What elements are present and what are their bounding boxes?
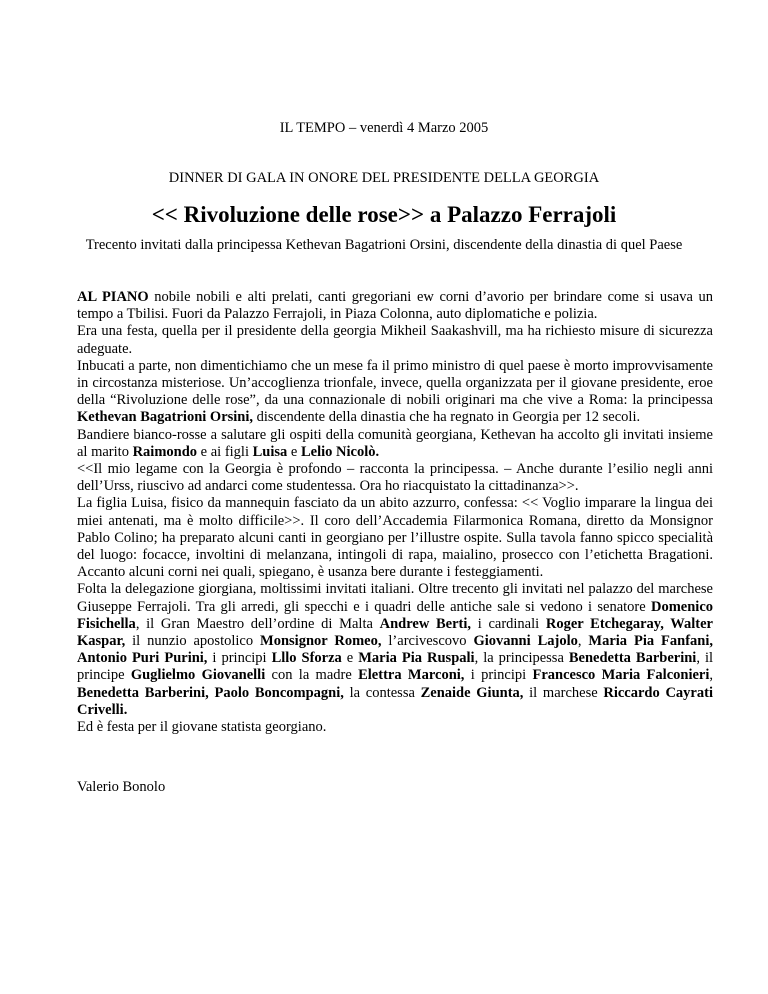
author-signature: Valerio Bonolo (77, 779, 166, 795)
person-name: Lelio Nicolò. (300, 443, 380, 460)
paragraph-8: Ed è festa per il giovane statista georgiano. (77, 719, 327, 736)
lead-in: AL PIANO (77, 289, 149, 305)
person-name: Giovanni Lajolo (473, 633, 578, 650)
person-name: Benedetta Barberini (568, 650, 697, 667)
paragraph-6: La figlia Luisa, fisico da mannequin fasciato da un abito azzurro, confessa: << Voglio imparare la lingua dei miei antenati, ma è molto difficile>>. Il coro dell’Accademia Filarmonica Romana, diretto da Monsignor Pablo Colino; ha preparato alcuni canti in georgiano per l’illustre ospite. Sulla tavola fanno spicco specialità del luogo: focacce, involtini di melanzana, intingoli di rapa, maialino, prosecco con l’etichetta Bragationi. Accanto alcuni corni nei quali, spiegano, è usanza bere durante i festeggiamenti. (77, 495, 713, 581)
paragraph-2: Era una festa, quella per il presidente della georgia Mikheil Saakashvill, ma ha richiesto misure di sicurezza adeguate. (77, 323, 713, 357)
person-name: Roger Etchegaray, Walter Kaspar, (77, 615, 713, 650)
paragraph-3: Inbucati a parte, non dimentichiamo che un mese fa il primo ministro di quel paese è morto improvvisamente in circostanza misteriose. Un’accoglienza trionfale, invece, quella organizzata per il giovane presidente, eroe della “Rivoluzione delle rose”, da una connazionale di nobili originari ma che vive a Roma: la principessa Kethevan Bagatrioni Orsini, discendente della dinastia che ha regnato in Georgia per 12 secoli. (77, 357, 713, 426)
person-name: Luisa (252, 443, 288, 460)
paragraph-7: Folta la delegazione giorgiana, moltissimi invitati italiani. Oltre trecento gli invitati nel palazzo del marchese Giuseppe Ferrajoli. Tra gli arredi, gli specchi e i quadri delle antiche sale si vedono i senatore Domenico Fisichella, il Gran Maestro dell’ordine di Malta Andrew Berti, i cardinali Roger Etchegaray, Walter Kaspar, il nunzio apostolico Monsignor Romeo, l’arcivescovo Giovanni Lajolo, Maria Pia Fanfani, Antonio Puri Purini, i principi Lllo Sforza e Maria Pia Ruspali, la principessa Benedetta Barberini, il principe Guglielmo Giovanelli con la madre Elettra Marconi, i principi Francesco Maria Falconieri, Benedetta Barberini, Paolo Boncompagni, la contessa Zenaide Giunta, il marchese Riccardo Cayrati Crivelli. (77, 581, 714, 718)
article-kicker: DINNER DI GALA IN ONORE DEL PRESIDENTE DELLA GEORGIA (168, 170, 600, 186)
person-name: Andrew Berti, (379, 615, 472, 632)
person-name: Francesco Maria Falconieri (532, 667, 710, 684)
person-name: Elettra Marconi, (358, 667, 465, 684)
dateline: IL TEMPO – venerdì 4 Marzo 2005 (279, 120, 489, 136)
article-title: << Rivoluzione delle rose>> a Palazzo Ferrajoli (151, 202, 617, 227)
article-body (77, 289, 713, 736)
person-name: Guglielmo Giovanelli (130, 667, 266, 684)
person-name: Maria Pia Ruspali (358, 650, 475, 667)
person-name: Raimondo (132, 443, 198, 460)
paragraph-5: <<Il mio legame con la Georgia è profondo – racconta la principessa. – Anche durante l’esilio negli anni dell’Urss, riuscivo ad andarci come studentessa. Ora ho riacquistato la cittadinanza>>. (77, 461, 713, 495)
person-name: Riccardo Cayrati Crivelli. (77, 684, 713, 718)
paragraph-1: AL PIANO nobile nobili e alti prelati, canti gregoriani ew corni d’avorio per brindare come si usava un tempo a Tbilisi. Fuori da Palazzo Ferrajoli, in Piaza Colonna, auto diplomatiche e polizia. (77, 289, 713, 323)
person-name: Domenico Fisichella (77, 598, 713, 632)
person-name: Maria Pia Fanfani, Antonio Puri Purini, (77, 633, 714, 667)
person-name: Zenaide Giunta, (420, 684, 524, 701)
article-subtitle: Trecento invitati dalla principessa Kethevan Bagatrioni Orsini, discendente della dinastia di quel Paese (85, 237, 683, 253)
person-name: Kethevan Bagatrioni Orsini, (77, 409, 254, 426)
person-name: Lllo Sforza (271, 650, 342, 667)
paragraph-4: Bandiere bianco-rosse a salutare gli ospiti della comunità georgiana, Kethevan ha accolto gli invitati insieme al marito Raimondo e ai figli Luisa e Lelio Nicolò. (77, 426, 713, 460)
person-name: Monsignor Romeo, (260, 633, 382, 650)
person-name: Benedetta Barberini, Paolo Boncompagni, (77, 684, 344, 701)
